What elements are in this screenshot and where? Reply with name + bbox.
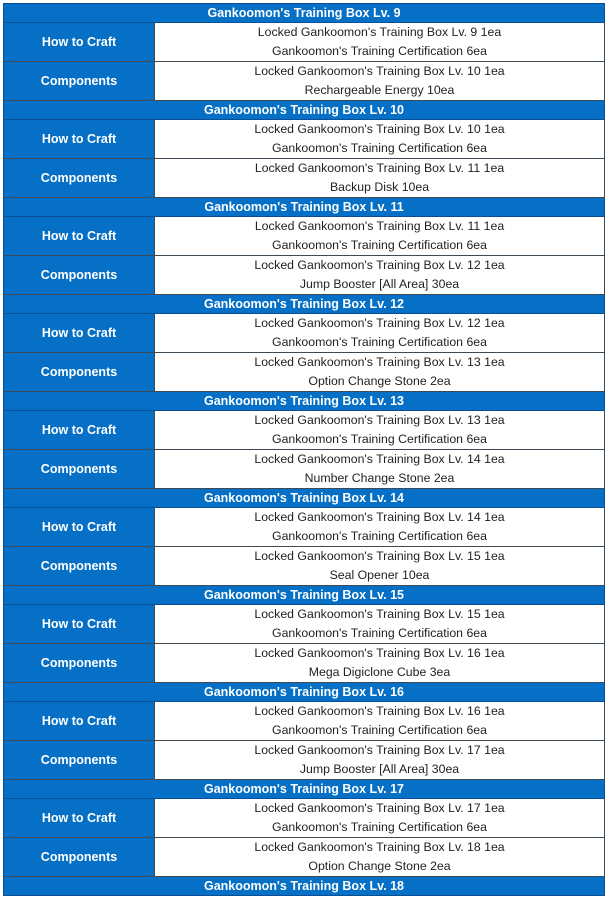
how-to-craft-value (155, 120, 605, 158)
components-value (155, 450, 605, 488)
components-value (155, 838, 605, 876)
component-line: Jump Booster [All Area] 30ea (299, 277, 460, 291)
components-value (155, 547, 605, 585)
section-header: Gankoomon's Training Box Lv. 10 (4, 101, 605, 120)
components-row (4, 353, 605, 392)
component-line: Locked Gankoomon's Training Box Lv. 12 1ea (254, 258, 505, 272)
components-value (155, 256, 605, 294)
craft-line: Gankoomon's Training Certification 6ea (272, 529, 487, 543)
components-value (155, 644, 605, 682)
how-to-craft-label: How to Craft (4, 799, 155, 837)
how-to-craft-value (155, 508, 605, 546)
component-line: Rechargeable Energy 10ea (304, 83, 455, 97)
craft-line: Locked Gankoomon's Training Box Lv. 13 1ea (254, 413, 505, 427)
how-to-craft-row (4, 314, 605, 353)
craft-line: Locked Gankoomon's Training Box Lv. 16 1ea (254, 704, 505, 718)
how-to-craft-row (4, 605, 605, 644)
craft-line: Locked Gankoomon's Training Box Lv. 11 1ea (254, 219, 505, 233)
components-row (4, 450, 605, 489)
how-to-craft-value (155, 702, 605, 740)
how-to-craft-label: How to Craft (4, 702, 155, 740)
how-to-craft-row (4, 702, 605, 741)
how-to-craft-label: How to Craft (4, 314, 155, 352)
components-label: Components (4, 353, 155, 391)
section-header: Gankoomon's Training Box Lv. 11 (4, 198, 605, 217)
components-row (4, 741, 605, 780)
component-line: Option Change Stone 2ea (308, 859, 451, 873)
components-row (4, 62, 605, 101)
component-line: Locked Gankoomon's Training Box Lv. 17 1ea (254, 743, 505, 757)
components-label: Components (4, 256, 155, 294)
components-row (4, 547, 605, 586)
how-to-craft-value (155, 799, 605, 837)
craft-line: Gankoomon's Training Certification 6ea (272, 335, 487, 349)
component-line: Locked Gankoomon's Training Box Lv. 18 1ea (254, 840, 505, 854)
how-to-craft-label: How to Craft (4, 120, 155, 158)
how-to-craft-value (155, 314, 605, 352)
how-to-craft-row (4, 120, 605, 159)
components-label: Components (4, 547, 155, 585)
component-line: Seal Opener 10ea (329, 568, 430, 582)
section-header: Gankoomon's Training Box Lv. 13 (4, 392, 605, 411)
section-header: Gankoomon's Training Box Lv. 18 (4, 877, 605, 896)
how-to-craft-value (155, 411, 605, 449)
components-label: Components (4, 62, 155, 100)
section-header: Gankoomon's Training Box Lv. 16 (4, 683, 605, 702)
components-value (155, 159, 605, 197)
craft-line: Locked Gankoomon's Training Box Lv. 9 1ea (257, 25, 502, 39)
how-to-craft-label: How to Craft (4, 217, 155, 255)
component-line: Mega Digiclone Cube 3ea (308, 665, 451, 679)
how-to-craft-row (4, 23, 605, 62)
component-line: Locked Gankoomon's Training Box Lv. 15 1ea (254, 549, 505, 563)
craft-line: Gankoomon's Training Certification 6ea (272, 626, 487, 640)
how-to-craft-row (4, 508, 605, 547)
components-label: Components (4, 741, 155, 779)
how-to-craft-row (4, 217, 605, 256)
component-line: Backup Disk 10ea (329, 180, 430, 194)
section-header: Gankoomon's Training Box Lv. 15 (4, 586, 605, 605)
component-line: Locked Gankoomon's Training Box Lv. 13 1ea (254, 355, 505, 369)
how-to-craft-label: How to Craft (4, 411, 155, 449)
components-value (155, 353, 605, 391)
craft-line: Locked Gankoomon's Training Box Lv. 14 1ea (254, 510, 505, 524)
section-header: Gankoomon's Training Box Lv. 17 (4, 780, 605, 799)
craft-line: Locked Gankoomon's Training Box Lv. 15 1ea (254, 607, 505, 621)
components-row (4, 159, 605, 198)
craft-line: Gankoomon's Training Certification 6ea (272, 141, 487, 155)
how-to-craft-value (155, 23, 605, 61)
components-label: Components (4, 838, 155, 876)
craft-line: Locked Gankoomon's Training Box Lv. 12 1ea (254, 316, 505, 330)
craft-line: Gankoomon's Training Certification 6ea (272, 723, 487, 737)
section-header: Gankoomon's Training Box Lv. 12 (4, 295, 605, 314)
components-value (155, 62, 605, 100)
craft-line: Gankoomon's Training Certification 6ea (272, 820, 487, 834)
components-label: Components (4, 159, 155, 197)
how-to-craft-label: How to Craft (4, 508, 155, 546)
how-to-craft-value (155, 217, 605, 255)
components-value (155, 741, 605, 779)
components-row (4, 838, 605, 877)
craft-line: Gankoomon's Training Certification 6ea (272, 238, 487, 252)
component-line: Option Change Stone 2ea (308, 374, 451, 388)
component-line: Locked Gankoomon's Training Box Lv. 16 1ea (254, 646, 505, 660)
components-label: Components (4, 644, 155, 682)
how-to-craft-label: How to Craft (4, 605, 155, 643)
how-to-craft-label: How to Craft (4, 23, 155, 61)
craft-line: Gankoomon's Training Certification 6ea (272, 432, 487, 446)
craft-line: Locked Gankoomon's Training Box Lv. 17 1ea (254, 801, 505, 815)
how-to-craft-row (4, 411, 605, 450)
component-line: Locked Gankoomon's Training Box Lv. 14 1ea (254, 452, 505, 466)
component-line: Number Change Stone 2ea (304, 471, 455, 485)
component-line: Jump Booster [All Area] 30ea (299, 762, 460, 776)
components-label: Components (4, 450, 155, 488)
component-line: Locked Gankoomon's Training Box Lv. 10 1ea (254, 64, 505, 78)
craft-line: Locked Gankoomon's Training Box Lv. 10 1ea (254, 122, 505, 136)
craft-line: Gankoomon's Training Certification 6ea (272, 44, 487, 58)
section-header: Gankoomon's Training Box Lv. 9 (4, 4, 605, 23)
crafting-table (3, 3, 605, 896)
how-to-craft-row (4, 799, 605, 838)
component-line: Locked Gankoomon's Training Box Lv. 11 1ea (254, 161, 505, 175)
section-header: Gankoomon's Training Box Lv. 14 (4, 489, 605, 508)
how-to-craft-value (155, 605, 605, 643)
components-row (4, 644, 605, 683)
components-row (4, 256, 605, 295)
